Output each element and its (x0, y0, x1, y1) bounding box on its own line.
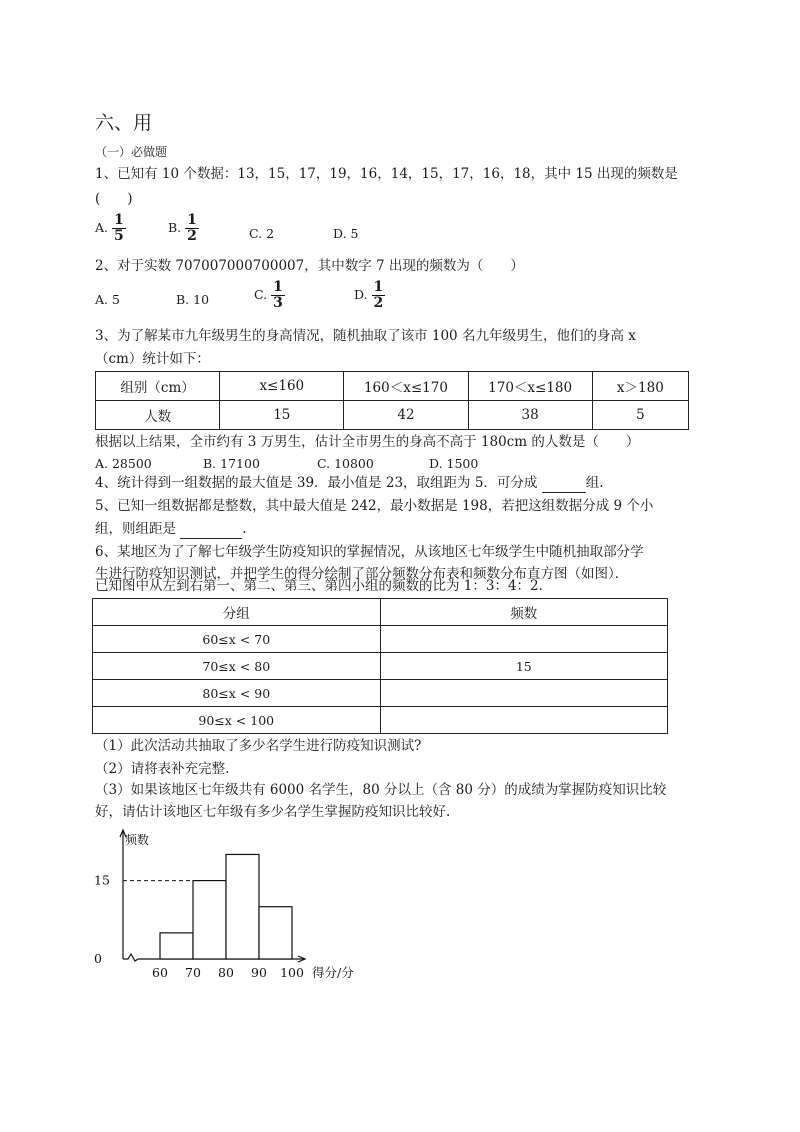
q6-text-line3: 已知图中从左到右第一、第二、第三、第四小组的频数的比为 1：3：4：2． (95, 578, 553, 594)
q2-text: 2、对于实数 707007000700007，其中数字 7 出现的频数为（ ） (95, 258, 524, 274)
q5-answer-blank[interactable] (180, 520, 242, 539)
table-row (93, 653, 668, 680)
q6-table-cell[interactable] (380, 707, 667, 734)
q2-option-a: A. 5 (95, 292, 120, 307)
q1-option-c: C. 2 (249, 226, 275, 241)
table-row (93, 680, 668, 707)
q3-table-header-cell: 组别（cm） (96, 372, 220, 401)
q1-option-a: A. $\frac{1}{5}$ (95, 212, 124, 244)
q4-answer-blank[interactable] (542, 474, 586, 493)
q3-table-cell: 5 (592, 401, 688, 430)
q6-table-cell: 70≤x < 80 (93, 653, 381, 680)
q2-option-c: C. $\frac{1}{3}$ (254, 279, 283, 311)
q1-text: 1、已知有 10 个数据：13，15，17，19，16，14，15，17，16，18，其中 15 出现的频数是 (95, 166, 678, 182)
x-tick-label: 80 (218, 965, 234, 980)
q3-table-count-row (96, 401, 689, 430)
q6-table-cell: 80≤x < 90 (93, 680, 381, 707)
histogram-bar (160, 933, 193, 959)
x-tick-label: 60 (152, 965, 168, 980)
frequency-histogram (80, 822, 420, 992)
q3-height-table (95, 371, 689, 430)
q1-option-b: B. $\frac{1}{2}$ (168, 212, 197, 244)
q3-table-header-cell: x＞180 (592, 372, 688, 401)
q3-table-header-cell: x≤160 (220, 372, 344, 401)
q3-option-d: D. 1500 (429, 456, 479, 471)
histogram-bar (226, 854, 259, 959)
q5-text-line2: 组，则组距是 . (95, 521, 247, 537)
q3-table-cell: 42 (344, 401, 468, 430)
q3-table-cell: 人数 (96, 401, 220, 430)
q2-option-b: B. 10 (176, 292, 210, 307)
q6-table-header-cell: 分组 (93, 599, 381, 626)
y-tick-label: 15 (94, 872, 110, 888)
q1-option-d: D. 5 (333, 226, 359, 241)
section-title: 六、用 (95, 112, 153, 134)
q6-text-line1: 6、某地区为了了解七年级学生防疫知识的掌握情况，从该地区七年级学生中随机抽取部分学 (95, 544, 644, 560)
q6-text-line2: 生进行防疫知识测试，并把学生的得分绘制了部分频数分布表和频数分布直方图（如图）． (95, 566, 629, 582)
q3-table-cell: 38 (468, 401, 592, 430)
x-tick-label: 90 (251, 965, 267, 980)
q6-table-cell: 15 (380, 653, 667, 680)
histogram-bar (259, 907, 292, 959)
q6-table-cell[interactable] (380, 680, 667, 707)
q2-option-d: D. $\frac{1}{2}$ (354, 279, 384, 311)
q4-text: 4、统计得到一组数据的最大值是 39．最小值是 23，取组距为 5．可分成 组. (95, 475, 604, 491)
q6-sub3-line1: （3）如果该地区七年级共有 6000 名学生，80 分以上（含 80 分）的成绩为掌握防疫知识比较 (95, 782, 667, 798)
q3-table-header-cell: 160＜x≤170 (344, 372, 468, 401)
q6-table-header-cell: 频数 (380, 599, 667, 626)
y-tick-label: 0 (94, 951, 102, 966)
q6-sub3-line2: 好，请估计该地区七年级有多少名学生掌握防疫知识比较好. (95, 804, 451, 820)
x-tick-label: 100 (280, 965, 304, 980)
table-row (93, 626, 668, 653)
x-tick-label: 70 (185, 965, 201, 980)
histogram-bar (193, 881, 226, 959)
x-axis-label: 得分/分 (312, 965, 354, 980)
q6-table-cell[interactable] (380, 626, 667, 653)
table-row (93, 707, 668, 734)
q3-option-b: B. 17100 (203, 456, 260, 471)
q3-text-line2: （cm）统计如下： (95, 351, 210, 367)
q3-after-text: 根据以上结果，全市约有 3 万男生，估计全市男生的身高不高于 180cm 的人数是（ ） (95, 434, 640, 450)
y-axis-label: 频数 (125, 833, 150, 847)
q3-option-a: A. 28500 (95, 456, 152, 471)
q6-table-header-row (93, 599, 668, 626)
q5-text-line1: 5、已知一组数据都是整数，其中最大值是 242，最小数据是 198，若把这组数据分成 9 个小 (95, 498, 654, 514)
q6-table-cell: 60≤x < 70 (93, 626, 381, 653)
q3-option-c: C. 10800 (317, 456, 374, 471)
q6-frequency-table (92, 598, 668, 734)
q6-sub1: （1）此次活动共抽取了多少名学生进行防疫知识测试? (95, 738, 422, 754)
subsection-title: （一）必做题 (95, 145, 168, 159)
q6-table-cell: 90≤x < 100 (93, 707, 381, 734)
q3-table-cell: 15 (220, 401, 344, 430)
q3-table-header-row (96, 372, 689, 401)
q3-table-header-cell: 170＜x≤180 (468, 372, 592, 401)
q6-sub2: （2）请将表补充完整. (95, 761, 230, 777)
q3-text-line1: 3、为了解某市九年级男生的身高情况，随机抽取了该市 100 名九年级男生，他们的身高 x (95, 328, 636, 344)
q1-paren: ( ) (95, 191, 133, 207)
